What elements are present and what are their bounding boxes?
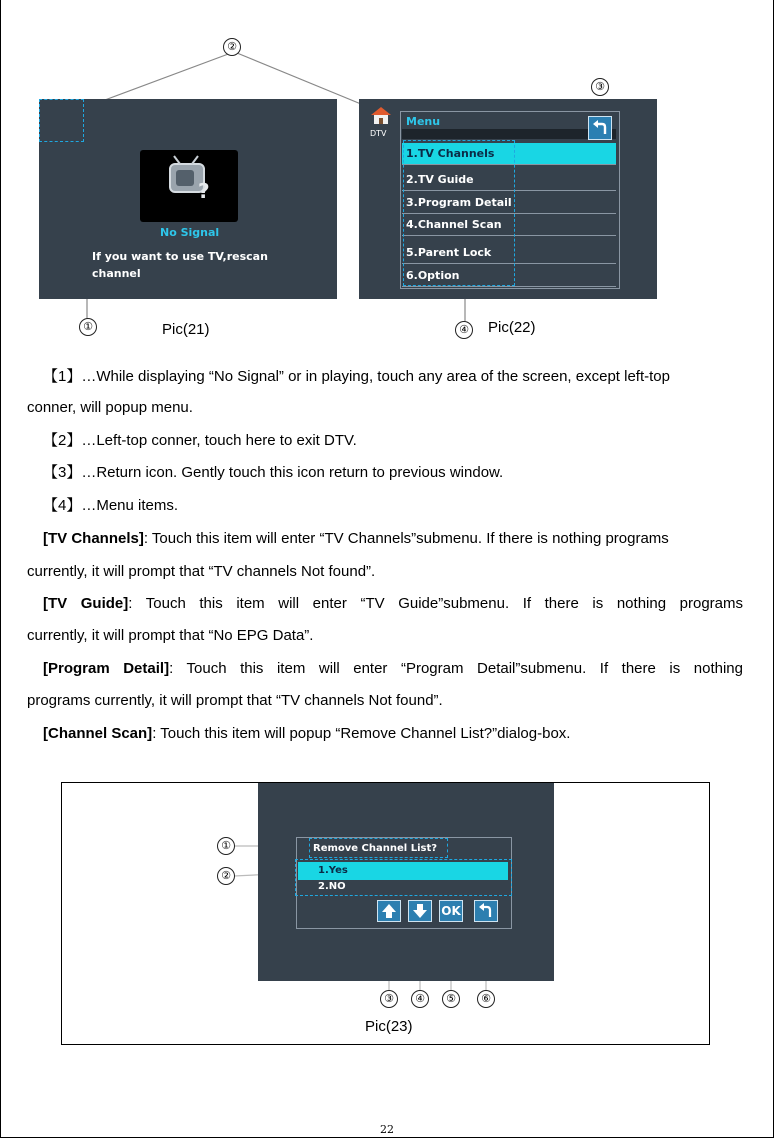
down-arrow-icon (409, 901, 431, 921)
marker-3: 【3】 (43, 464, 82, 481)
tv-guide-desc: : Touch this item will enter “TV Guide”submenu. If there is nothing programs (128, 595, 743, 612)
para-tv-guide (27, 594, 743, 614)
option-no[interactable]: 2.NO (318, 881, 346, 892)
menu-item-tv-channels[interactable]: 1.TV Channels (402, 143, 616, 165)
para-1 (27, 367, 743, 387)
callout-1-pic21: ① (79, 318, 97, 336)
callout-2-pic23: ② (217, 867, 235, 885)
menu-item-option[interactable]: 6.Option (402, 265, 616, 287)
term-program-detail: [Program Detail] (43, 660, 170, 677)
callout-2-top: ② (223, 38, 241, 56)
menu-item-program-detail[interactable]: 3.Program Detail (402, 192, 616, 214)
program-detail-desc: : Touch this item will enter “Program Detail”submenu. If there is nothing (169, 660, 743, 677)
para-2 (27, 431, 743, 451)
exit-corner-area[interactable] (39, 99, 84, 142)
menu-title-bar (402, 129, 616, 139)
menu-item-channel-scan[interactable]: 4.Channel Scan (402, 214, 616, 236)
back-button[interactable] (474, 900, 498, 922)
callout-6-pic23: ⑥ (477, 990, 495, 1008)
menu-title: Menu (406, 115, 441, 128)
dialog-options-box (295, 859, 512, 896)
para-program-detail (27, 659, 743, 679)
down-button[interactable] (408, 900, 432, 922)
callout-1-pic23: ① (217, 837, 235, 855)
callout-4-pic23: ④ (411, 990, 429, 1008)
para-program-detail-cont: programs currently, it will prompt that “TV channels Not found”. (27, 692, 443, 709)
return-button[interactable] (588, 116, 612, 140)
return-icon (475, 901, 497, 921)
callout-4-pic22: ④ (455, 321, 473, 339)
ok-button[interactable]: OK (439, 900, 463, 922)
channel-scan-desc: : Touch this item will popup “Remove Channel List?”dialog-box. (152, 725, 571, 742)
marker-4: 【4】 (43, 497, 82, 514)
marker-2: 【2】 (43, 432, 82, 449)
para-1-cont: conner, will popup menu. (27, 399, 193, 416)
callout-5-pic23: ⑤ (442, 990, 460, 1008)
dtv-label: DTV (370, 129, 387, 138)
para-3 (27, 463, 743, 483)
dialog-title: Remove Channel List? (313, 843, 438, 854)
menu-item-parent-lock[interactable]: 5.Parent Lock (402, 242, 616, 264)
return-icon (589, 117, 611, 139)
callout-3-pic22: ③ (591, 78, 609, 96)
svg-text:?: ? (198, 179, 210, 203)
para-3-text: …Return icon. Gently touch this icon return to previous window. (81, 464, 504, 481)
para-4-text: …Menu items. (81, 497, 179, 514)
term-channel-scan: [Channel Scan] (43, 725, 153, 742)
rescan-text: If you want to use TV,rescan channel (92, 250, 268, 280)
up-button[interactable] (377, 900, 401, 922)
para-tv-guide-cont: currently, it will prompt that “No EPG Data”. (27, 627, 314, 644)
no-signal-title: No Signal (160, 226, 220, 239)
para-4 (27, 496, 743, 516)
option-yes[interactable]: 1.Yes (298, 862, 508, 880)
pic22-caption: Pic(22) (488, 319, 536, 336)
tv-question-icon (140, 150, 238, 222)
dialog-title-box (309, 838, 448, 858)
menu-item-tv-guide[interactable]: 2.TV Guide (402, 169, 616, 191)
term-tv-channels: [TV Channels] (43, 530, 144, 547)
page-number: 22 (380, 1123, 394, 1136)
up-arrow-icon (378, 901, 400, 921)
tv-channels-desc: : Touch this item will enter “TV Channels”submenu. If there is nothing programs (143, 530, 669, 547)
para-tv-channels (27, 529, 743, 549)
para-tv-channels-cont: currently, it will prompt that “TV channels Not found”. (27, 563, 376, 580)
term-tv-guide: [TV Guide] (43, 595, 129, 612)
marker-1: 【1】 (43, 368, 82, 385)
pic23-caption: Pic(23) (365, 1018, 413, 1035)
para-2-text: …Left-top conner, touch here to exit DTV. (81, 432, 357, 449)
para-1-text: …While displaying “No Signal” or in playing, touch any area of the screen, except left-top (81, 368, 670, 385)
pic21-caption: Pic(21) (162, 321, 210, 338)
para-channel-scan (27, 724, 743, 744)
callout-3-pic23: ③ (380, 990, 398, 1008)
menu-items-highlight-box (403, 140, 515, 286)
